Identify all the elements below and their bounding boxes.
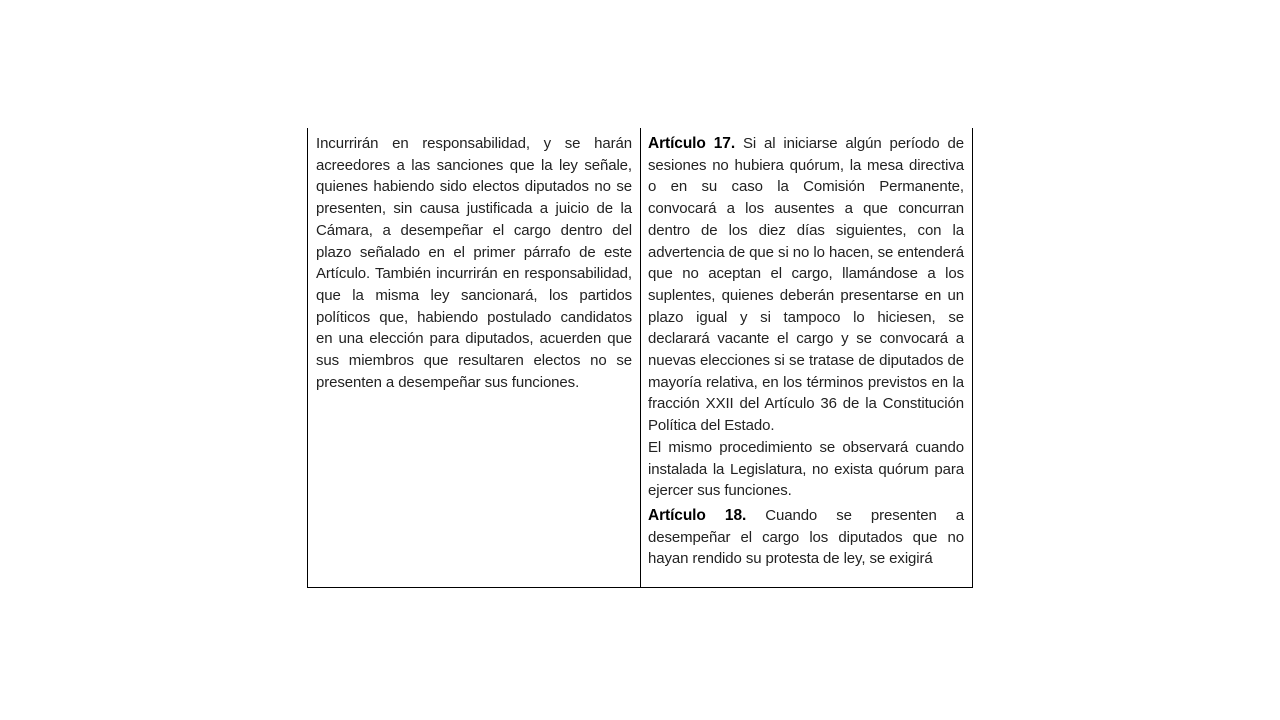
article-17-text: Si al iniciarse algún período de sesiones no hubiera quórum, la mesa directiva o en su caso la Comisión Permanente, convocará a los ausentes a que concurran dentro de los diez días siguientes, con la advertencia de que si no lo hacen, se entenderá que no aceptan el cargo, llamándose a los suplentes, quienes deberán presentarse en un plazo igual y si tampoco lo hiciesen, se declarará vacante el cargo y se convocará a nuevas elecciones si se tratase de diputados de mayoría relativa, en los términos previstos en la fracción XXII del Artículo 36 de la Constitución Política del Estado. bbox=[648, 135, 965, 435]
article-18-text: Cuando se presenten a desempeñar el cargo los diputados que no hayan rendido su protesta de ley, se exigirá bbox=[648, 506, 964, 568]
article-18-title: Artículo 18. bbox=[648, 506, 747, 524]
left-paragraph: Incurrirán en responsabilidad, y se harán acreedores a las sanciones que la ley señale, quienes habiendo sido electos diputados no se presenten, sin causa justificada a juicio de la Cámara, a desempeñar el cargo dentro del plazo señalado en el primer párrafo de este Artículo. También incurrirán en responsabilidad, que la misma ley sancionará, los partidos políticos que, habiendo postulado candidatos en una elección para diputados, acuerden que sus miembros que resultaren electos no se presenten a desempeñar sus funciones. bbox=[316, 135, 632, 391]
law-text-table bbox=[307, 128, 973, 588]
left-column bbox=[308, 128, 641, 587]
right-column bbox=[641, 128, 972, 587]
article-17-paragraph-2: El mismo procedimiento se observará cuando instalada la Legislatura, no exista quórum para ejercer sus funciones. bbox=[648, 438, 964, 500]
article-17-title: Artículo 17. bbox=[648, 135, 736, 152]
article-17 bbox=[648, 133, 964, 437]
article-18 bbox=[648, 505, 964, 570]
